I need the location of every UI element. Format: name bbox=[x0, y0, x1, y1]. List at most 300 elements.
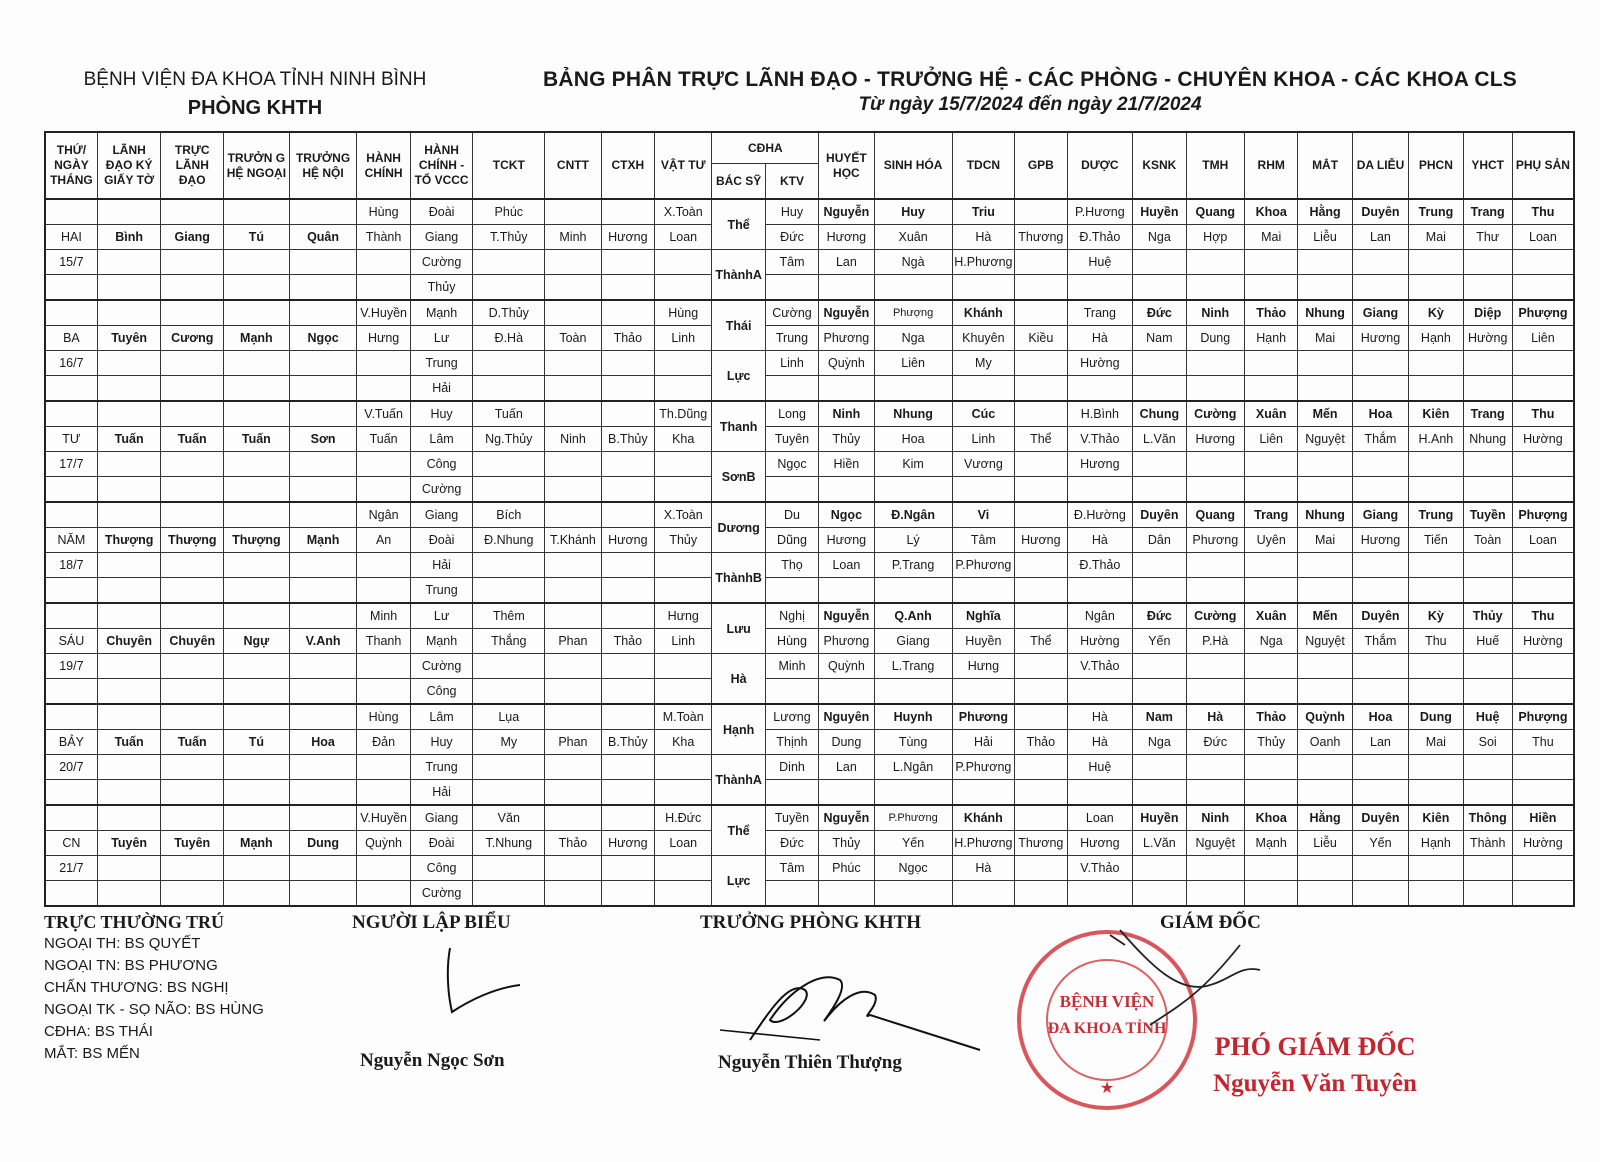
cell-tld bbox=[161, 502, 224, 528]
cell-ktv bbox=[765, 275, 818, 301]
cell-vattu bbox=[655, 477, 712, 503]
cell-vattu bbox=[655, 679, 712, 705]
cell-tld bbox=[161, 250, 224, 275]
cell-vattu: Loan bbox=[655, 831, 712, 856]
cell-thngoai bbox=[224, 704, 290, 730]
day-date: 15/7 bbox=[45, 250, 97, 275]
cell-duoc: Hương bbox=[1067, 831, 1133, 856]
cell-ktv: Thọ bbox=[765, 553, 818, 578]
cell-tckt: Thêm bbox=[473, 603, 545, 629]
cell-tckt bbox=[473, 856, 545, 881]
cell-huyethoc bbox=[819, 679, 874, 705]
cell-tld bbox=[161, 376, 224, 402]
cell-dalieu bbox=[1352, 654, 1408, 679]
cell-sinhhoa bbox=[874, 780, 952, 806]
cell-tckt bbox=[473, 250, 545, 275]
cell-dalieu bbox=[1352, 351, 1408, 376]
cell-yhct bbox=[1463, 856, 1512, 881]
cell-vattu: Th.Dũng bbox=[655, 401, 712, 427]
cell-huyethoc: Phương bbox=[819, 629, 874, 654]
cell-gpb bbox=[1015, 250, 1067, 275]
roster-body bbox=[45, 199, 1574, 906]
cell-dalieu: Hoa bbox=[1352, 704, 1408, 730]
cell-thngoai bbox=[224, 275, 290, 301]
cell-bacsy: Lực bbox=[712, 856, 765, 907]
cell-sinhhoa: Yến bbox=[874, 831, 952, 856]
cell-ksnk bbox=[1133, 881, 1186, 907]
cell-thngoai bbox=[224, 780, 290, 806]
cell-ld: Tuyên bbox=[97, 831, 161, 856]
cell-tmh: Cường bbox=[1186, 603, 1244, 629]
cell-huyethoc bbox=[819, 477, 874, 503]
cell-tld bbox=[161, 401, 224, 427]
cell-ktv: Huy bbox=[765, 199, 818, 225]
cell-phusan bbox=[1512, 856, 1574, 881]
cell-thngoai bbox=[224, 856, 290, 881]
cell-cntt bbox=[545, 199, 601, 225]
cell-duoc: Hương bbox=[1067, 452, 1133, 477]
cell-duoc bbox=[1067, 477, 1133, 503]
cell-phusan bbox=[1512, 553, 1574, 578]
cell-tdcn: P.Phương bbox=[952, 755, 1015, 780]
cell-tdcn: Khánh bbox=[952, 805, 1015, 831]
cell-hcto: Giang bbox=[410, 502, 473, 528]
cell-duoc: V.Thảo bbox=[1067, 427, 1133, 452]
cell-ksnk: L.Văn bbox=[1133, 427, 1186, 452]
cell-yhct: Toàn bbox=[1463, 528, 1512, 553]
cell-gpb bbox=[1015, 654, 1067, 679]
cell-hcto: Thủy bbox=[410, 275, 473, 301]
header-sinhhoa: SINH HÓA bbox=[874, 132, 952, 199]
cell-duoc: V.Thảo bbox=[1067, 856, 1133, 881]
cell-bacsy: Thái bbox=[712, 300, 765, 351]
cell-ld bbox=[97, 275, 161, 301]
cell-phusan bbox=[1512, 351, 1574, 376]
cell-phcn bbox=[1409, 351, 1463, 376]
cell-cntt bbox=[545, 401, 601, 427]
cell-ctxh bbox=[601, 401, 654, 427]
document-header bbox=[490, 68, 1570, 116]
cell-tmh: Hương bbox=[1186, 427, 1244, 452]
day-date: 18/7 bbox=[45, 553, 97, 578]
cell-thngoai bbox=[224, 300, 290, 326]
cell-mat bbox=[1298, 654, 1352, 679]
cell-ld: Chuyên bbox=[97, 629, 161, 654]
cell-ld bbox=[97, 578, 161, 604]
cell-hc: Ngân bbox=[357, 502, 410, 528]
cell-ksnk: Đức bbox=[1133, 603, 1186, 629]
header-ksnk: KSNK bbox=[1133, 132, 1186, 199]
cell-hc bbox=[357, 780, 410, 806]
cell-huyethoc: Ngọc bbox=[819, 502, 874, 528]
cell-phcn bbox=[1409, 780, 1463, 806]
cell-ctxh: Hương bbox=[601, 225, 654, 250]
cell-gpb bbox=[1015, 376, 1067, 402]
cell-ktv bbox=[765, 679, 818, 705]
maker-name: Nguyễn Ngọc Sơn bbox=[360, 1050, 505, 1071]
day-cell bbox=[45, 881, 97, 907]
cell-sinhhoa: Đ.Ngân bbox=[874, 502, 952, 528]
cell-dalieu bbox=[1352, 553, 1408, 578]
cell-tckt bbox=[473, 755, 545, 780]
cell-dalieu: Lan bbox=[1352, 730, 1408, 755]
cell-tckt: Lụa bbox=[473, 704, 545, 730]
cell-vattu bbox=[655, 578, 712, 604]
cell-ld bbox=[97, 502, 161, 528]
cell-phusan: Hường bbox=[1512, 831, 1574, 856]
cell-sinhhoa: P.Phương bbox=[874, 805, 952, 831]
cell-tdcn: My bbox=[952, 351, 1015, 376]
cell-hcto: Đoài bbox=[410, 199, 473, 225]
cell-gpb: Thể bbox=[1015, 427, 1067, 452]
cell-ktv: Lương bbox=[765, 704, 818, 730]
cell-phcn: Trung bbox=[1409, 199, 1463, 225]
day-cell bbox=[45, 679, 97, 705]
cell-yhct: Trang bbox=[1463, 401, 1512, 427]
cell-tmh bbox=[1186, 654, 1244, 679]
cell-rhm bbox=[1245, 856, 1298, 881]
cell-tdcn bbox=[952, 679, 1015, 705]
cell-tld bbox=[161, 300, 224, 326]
cell-thnoi bbox=[289, 805, 357, 831]
cell-vattu: Loan bbox=[655, 225, 712, 250]
head-signature bbox=[700, 950, 1000, 1060]
cell-cntt bbox=[545, 553, 601, 578]
cell-yhct bbox=[1463, 477, 1512, 503]
cell-vattu: Hưng bbox=[655, 603, 712, 629]
cell-ksnk: Đức bbox=[1133, 300, 1186, 326]
cell-tdcn: H.Phương bbox=[952, 831, 1015, 856]
cell-phusan: Hường bbox=[1512, 629, 1574, 654]
cell-tld bbox=[161, 578, 224, 604]
cell-yhct: Thư bbox=[1463, 225, 1512, 250]
cell-thnoi bbox=[289, 755, 357, 780]
cell-hc: V.Huyền bbox=[357, 300, 410, 326]
cell-tdcn: H.Phương bbox=[952, 250, 1015, 275]
cell-cntt bbox=[545, 452, 601, 477]
cell-phusan bbox=[1512, 780, 1574, 806]
cell-sinhhoa: Hoa bbox=[874, 427, 952, 452]
cell-hc: Minh bbox=[357, 603, 410, 629]
cell-ksnk: Huyền bbox=[1133, 199, 1186, 225]
cell-mat bbox=[1298, 780, 1352, 806]
cell-ktv: Linh bbox=[765, 351, 818, 376]
header-tmh: TMH bbox=[1186, 132, 1244, 199]
cell-cntt bbox=[545, 477, 601, 503]
cell-gpb bbox=[1015, 502, 1067, 528]
cell-sinhhoa: Liên bbox=[874, 351, 952, 376]
cell-cntt: Minh bbox=[545, 225, 601, 250]
cell-mat bbox=[1298, 578, 1352, 604]
cell-hcto: Cường bbox=[410, 250, 473, 275]
cell-sinhhoa: Nga bbox=[874, 326, 952, 351]
cell-ktv: Đức bbox=[765, 831, 818, 856]
cell-tdcn: Khánh bbox=[952, 300, 1015, 326]
cell-gpb: Thương bbox=[1015, 831, 1067, 856]
cell-hcto: Lư bbox=[410, 603, 473, 629]
cell-hcto: Mạnh bbox=[410, 629, 473, 654]
cell-thnoi: Ngọc bbox=[289, 326, 357, 351]
cell-ktv: Ngọc bbox=[765, 452, 818, 477]
cell-ld bbox=[97, 401, 161, 427]
cell-tld bbox=[161, 805, 224, 831]
cell-thngoai: Mạnh bbox=[224, 326, 290, 351]
cell-ksnk: Huyền bbox=[1133, 805, 1186, 831]
cell-cntt: T.Khánh bbox=[545, 528, 601, 553]
cell-hc bbox=[357, 275, 410, 301]
cell-cntt: Phan bbox=[545, 629, 601, 654]
cell-dalieu: Thắm bbox=[1352, 629, 1408, 654]
cell-yhct bbox=[1463, 654, 1512, 679]
director-signature bbox=[1090, 925, 1290, 1045]
cell-ktv: Thịnh bbox=[765, 730, 818, 755]
cell-phcn bbox=[1409, 275, 1463, 301]
cell-bacsy: SơnB bbox=[712, 452, 765, 503]
cell-thnoi bbox=[289, 679, 357, 705]
cell-yhct: Tuyền bbox=[1463, 502, 1512, 528]
cell-sinhhoa: Tùng bbox=[874, 730, 952, 755]
cell-gpb bbox=[1015, 679, 1067, 705]
cell-huyethoc: Nguyễn bbox=[819, 603, 874, 629]
cell-thngoai bbox=[224, 654, 290, 679]
cell-ctxh bbox=[601, 452, 654, 477]
cell-thnoi bbox=[289, 780, 357, 806]
cell-tckt bbox=[473, 780, 545, 806]
cell-ctxh bbox=[601, 578, 654, 604]
cell-gpb bbox=[1015, 805, 1067, 831]
cell-huyethoc bbox=[819, 780, 874, 806]
cell-hcto: Đoài bbox=[410, 831, 473, 856]
cell-vattu bbox=[655, 452, 712, 477]
cell-ksnk bbox=[1133, 452, 1186, 477]
cell-tckt: Đ.Nhung bbox=[473, 528, 545, 553]
cell-cntt bbox=[545, 250, 601, 275]
header-hc: HÀNH CHÍNH bbox=[357, 132, 410, 199]
cell-sinhhoa bbox=[874, 679, 952, 705]
cell-duoc: H.Bình bbox=[1067, 401, 1133, 427]
cell-phcn bbox=[1409, 376, 1463, 402]
cell-rhm: Nga bbox=[1245, 629, 1298, 654]
cell-ktv: Cường bbox=[765, 300, 818, 326]
duty-title: TRỰC THƯỜNG TRÚ bbox=[44, 912, 225, 932]
cell-ld: Tuấn bbox=[97, 730, 161, 755]
cell-cntt bbox=[545, 654, 601, 679]
cell-ksnk: Duyên bbox=[1133, 502, 1186, 528]
cell-hc bbox=[357, 856, 410, 881]
hospital-name: BỆNH VIỆN ĐA KHOA TỈNH NINH BÌNH bbox=[83, 69, 427, 90]
cell-tmh bbox=[1186, 477, 1244, 503]
cell-yhct bbox=[1463, 578, 1512, 604]
cell-ctxh: Hương bbox=[601, 831, 654, 856]
cell-ksnk bbox=[1133, 351, 1186, 376]
cell-phusan bbox=[1512, 578, 1574, 604]
cell-gpb bbox=[1015, 477, 1067, 503]
cell-tdcn: Tâm bbox=[952, 528, 1015, 553]
cell-duoc: Hường bbox=[1067, 629, 1133, 654]
cell-tld bbox=[161, 780, 224, 806]
cell-hcto: Cường bbox=[410, 477, 473, 503]
cell-duoc: Đ.Hường bbox=[1067, 502, 1133, 528]
cell-dalieu: Hương bbox=[1352, 528, 1408, 553]
cell-ksnk bbox=[1133, 250, 1186, 275]
cell-ksnk: Yến bbox=[1133, 629, 1186, 654]
maker-signature bbox=[440, 940, 530, 1020]
cell-rhm: Khoa bbox=[1245, 805, 1298, 831]
cell-tmh bbox=[1186, 881, 1244, 907]
cell-thngoai bbox=[224, 553, 290, 578]
cell-yhct bbox=[1463, 351, 1512, 376]
cell-tdcn: P.Phương bbox=[952, 553, 1015, 578]
cell-phcn bbox=[1409, 553, 1463, 578]
cell-gpb bbox=[1015, 553, 1067, 578]
cell-mat: Nhung bbox=[1298, 300, 1352, 326]
cell-yhct bbox=[1463, 881, 1512, 907]
cell-dalieu: Giang bbox=[1352, 502, 1408, 528]
cell-rhm: Uyên bbox=[1245, 528, 1298, 553]
cell-ctxh bbox=[601, 704, 654, 730]
cell-huyethoc: Hương bbox=[819, 225, 874, 250]
cell-rhm bbox=[1245, 553, 1298, 578]
header-duoc: DƯỢC bbox=[1067, 132, 1133, 199]
cell-yhct bbox=[1463, 452, 1512, 477]
cell-tld: Thượng bbox=[161, 528, 224, 553]
cell-huyethoc: Dung bbox=[819, 730, 874, 755]
cell-ktv: Dinh bbox=[765, 755, 818, 780]
cell-ld bbox=[97, 881, 161, 907]
cell-hc bbox=[357, 679, 410, 705]
cell-ktv: Minh bbox=[765, 654, 818, 679]
cell-rhm bbox=[1245, 578, 1298, 604]
cell-tmh bbox=[1186, 250, 1244, 275]
day-name: CN bbox=[45, 831, 97, 856]
cell-cntt bbox=[545, 502, 601, 528]
cell-phusan: Thu bbox=[1512, 401, 1574, 427]
cell-tckt: Văn bbox=[473, 805, 545, 831]
cell-bacsy: Hạnh bbox=[712, 704, 765, 755]
cell-dalieu bbox=[1352, 881, 1408, 907]
cell-duoc bbox=[1067, 780, 1133, 806]
cell-tdcn bbox=[952, 881, 1015, 907]
cell-ktv: Hùng bbox=[765, 629, 818, 654]
cell-ktv: Du bbox=[765, 502, 818, 528]
cell-mat: Nguyệt bbox=[1298, 427, 1352, 452]
cell-tmh: Hợp bbox=[1186, 225, 1244, 250]
cell-hcto: Trung bbox=[410, 578, 473, 604]
cell-ksnk bbox=[1133, 376, 1186, 402]
cell-tld: Chuyên bbox=[161, 629, 224, 654]
cell-yhct bbox=[1463, 376, 1512, 402]
head-name: Nguyễn Thiên Thượng bbox=[718, 1052, 902, 1073]
day-name: TƯ bbox=[45, 427, 97, 452]
cell-mat bbox=[1298, 452, 1352, 477]
cell-thngoai bbox=[224, 401, 290, 427]
cell-rhm: Hạnh bbox=[1245, 326, 1298, 351]
cell-rhm bbox=[1245, 780, 1298, 806]
cell-tld bbox=[161, 351, 224, 376]
cell-ld bbox=[97, 376, 161, 402]
cell-phcn: Mai bbox=[1409, 730, 1463, 755]
cell-hcto: Giang bbox=[410, 805, 473, 831]
cell-duoc: Hà bbox=[1067, 528, 1133, 553]
cell-phusan: Thu bbox=[1512, 199, 1574, 225]
cell-tmh: Quang bbox=[1186, 502, 1244, 528]
cell-ctxh bbox=[601, 805, 654, 831]
cell-ktv: Trung bbox=[765, 326, 818, 351]
cell-phcn: Thu bbox=[1409, 629, 1463, 654]
cell-thnoi bbox=[289, 654, 357, 679]
cell-huyethoc: Lan bbox=[819, 250, 874, 275]
cell-phusan bbox=[1512, 250, 1574, 275]
cell-ctxh bbox=[601, 881, 654, 907]
header-day: THỨ/ NGÀY THÁNG bbox=[45, 132, 97, 199]
cell-phusan bbox=[1512, 452, 1574, 477]
cell-thngoai bbox=[224, 502, 290, 528]
cell-hcto: Công bbox=[410, 679, 473, 705]
cell-duoc: Hà bbox=[1067, 704, 1133, 730]
cell-bacsy: Thanh bbox=[712, 401, 765, 452]
cell-phusan: Hiền bbox=[1512, 805, 1574, 831]
cell-tmh bbox=[1186, 578, 1244, 604]
cell-duoc: Huệ bbox=[1067, 250, 1133, 275]
cell-gpb: Kiều bbox=[1015, 326, 1067, 351]
cell-tld bbox=[161, 603, 224, 629]
cell-sinhhoa: Huy bbox=[874, 199, 952, 225]
cell-ctxh bbox=[601, 250, 654, 275]
cell-phusan: Thu bbox=[1512, 603, 1574, 629]
cell-rhm bbox=[1245, 275, 1298, 301]
cell-tld bbox=[161, 755, 224, 780]
cell-rhm: Mạnh bbox=[1245, 831, 1298, 856]
cell-ksnk bbox=[1133, 780, 1186, 806]
header-huyethoc: HUYẾT HỌC bbox=[819, 132, 874, 199]
cell-tld bbox=[161, 553, 224, 578]
cell-dalieu: Lan bbox=[1352, 225, 1408, 250]
cell-sinhhoa: Phượng bbox=[874, 300, 952, 326]
cell-thngoai: Thượng bbox=[224, 528, 290, 553]
cell-rhm bbox=[1245, 477, 1298, 503]
cell-tmh bbox=[1186, 856, 1244, 881]
cell-tld bbox=[161, 654, 224, 679]
cell-ctxh bbox=[601, 351, 654, 376]
cell-phusan: Thu bbox=[1512, 730, 1574, 755]
cell-mat bbox=[1298, 755, 1352, 780]
vice-title: PHÓ GIÁM ĐỐC bbox=[1214, 1032, 1416, 1061]
cell-phcn bbox=[1409, 477, 1463, 503]
cell-hc bbox=[357, 452, 410, 477]
cell-ld bbox=[97, 805, 161, 831]
cell-ksnk bbox=[1133, 275, 1186, 301]
cell-tckt: My bbox=[473, 730, 545, 755]
cell-phcn: H.Anh bbox=[1409, 427, 1463, 452]
cell-mat: Liễu bbox=[1298, 225, 1352, 250]
cell-thngoai bbox=[224, 376, 290, 402]
cell-gpb bbox=[1015, 881, 1067, 907]
cell-thnoi: V.Anh bbox=[289, 629, 357, 654]
head-block bbox=[700, 912, 1000, 934]
cell-dalieu: Giang bbox=[1352, 300, 1408, 326]
cell-tdcn bbox=[952, 477, 1015, 503]
vice-director-block bbox=[1200, 1032, 1430, 1098]
cell-phusan bbox=[1512, 881, 1574, 907]
cell-cntt: Thảo bbox=[545, 831, 601, 856]
cell-duoc: Hường bbox=[1067, 351, 1133, 376]
day-name: BA bbox=[45, 326, 97, 351]
cell-cntt bbox=[545, 856, 601, 881]
cell-ld bbox=[97, 704, 161, 730]
cell-huyethoc: Phương bbox=[819, 326, 874, 351]
cell-yhct: Huế bbox=[1463, 629, 1512, 654]
cell-ctxh: Hương bbox=[601, 528, 654, 553]
